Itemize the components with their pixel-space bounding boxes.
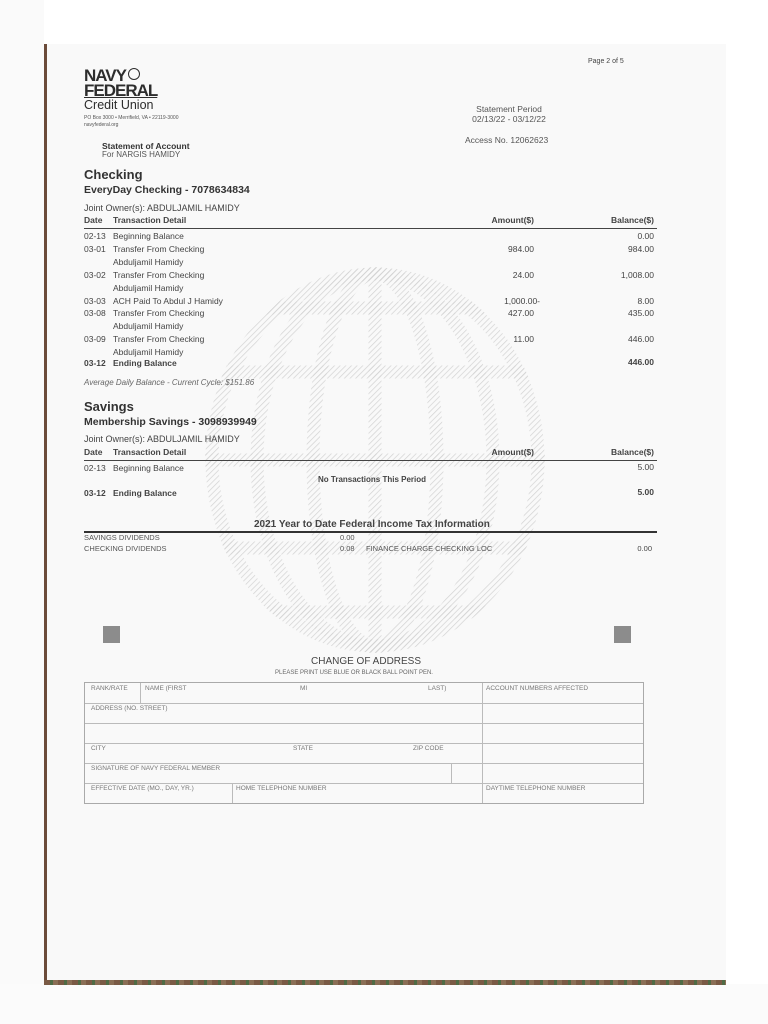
row-detail: Ending Balance bbox=[113, 358, 177, 368]
row-date: 03-09 bbox=[84, 334, 106, 344]
row-balance: 8.00 bbox=[637, 296, 654, 306]
savings-joint-owner: Joint Owner(s): ABDULJAMIL HAMIDY bbox=[84, 434, 240, 444]
background-surface bbox=[0, 0, 44, 1024]
header-rule bbox=[84, 460, 657, 461]
seal-icon bbox=[128, 68, 140, 80]
form-divider bbox=[85, 783, 643, 784]
row-subdetail: Abduljamil Hamidy bbox=[113, 321, 184, 331]
tax-info-title: 2021 Year to Date Federal Income Tax Information bbox=[254, 519, 490, 530]
daytime-phone-field[interactable]: DAYTIME TELEPHONE NUMBER bbox=[486, 785, 586, 792]
col-amount: Amount($) bbox=[491, 215, 534, 225]
row-amount: 11.00 bbox=[513, 334, 534, 344]
header-rule bbox=[84, 228, 657, 229]
row-detail: Ending Balance bbox=[113, 488, 177, 498]
row-balance: 1,008.00 bbox=[620, 270, 654, 280]
zip-code-field[interactable]: ZIP CODE bbox=[413, 745, 444, 752]
finance-charge-label: FINANCE CHARGE CHECKING LOC bbox=[366, 544, 493, 553]
checking-account: EveryDay Checking - 7078634834 bbox=[84, 184, 250, 196]
city-field[interactable]: CITY bbox=[91, 745, 106, 752]
row-amount: 24.00 bbox=[512, 270, 534, 280]
logo-text-navy: NAVY bbox=[84, 66, 126, 85]
row-detail: Transfer From Checking bbox=[113, 308, 205, 318]
paper-edge-left bbox=[44, 44, 47, 984]
statement-period-value: 02/13/22 - 03/12/22 bbox=[472, 114, 546, 124]
middle-initial-field[interactable]: MI bbox=[300, 685, 308, 692]
savings-account: Membership Savings - 3098939949 bbox=[84, 416, 257, 428]
account-numbers-field[interactable]: ACCOUNT NUMBERS AFFECTED bbox=[486, 685, 589, 692]
row-balance: 435.00 bbox=[628, 308, 654, 318]
change-of-address-title: CHANGE OF ADDRESS bbox=[311, 656, 422, 667]
background-surface-bottom bbox=[0, 984, 768, 1024]
signature-field[interactable]: SIGNATURE OF NAVY FEDERAL MEMBER bbox=[91, 765, 221, 772]
effective-date-field[interactable]: EFFECTIVE DATE (MO., DAY, YR.) bbox=[91, 785, 194, 792]
col-amount: Amount($) bbox=[491, 447, 534, 457]
registration-mark-right bbox=[614, 626, 631, 643]
checking-heading: Checking bbox=[84, 167, 143, 182]
row-detail: Transfer From Checking bbox=[113, 270, 205, 280]
form-divider bbox=[85, 763, 643, 764]
change-of-address-instruction: PLEASE PRINT USE BLUE OR BLACK BALL POINT PEN. bbox=[275, 670, 433, 676]
logo-text-federal: FEDERAL bbox=[84, 81, 158, 100]
finance-charge-value: 0.00 bbox=[637, 544, 652, 553]
row-balance: 446.00 bbox=[628, 357, 654, 367]
row-balance: 5.00 bbox=[637, 487, 654, 497]
page-number: Page 2 of 5 bbox=[588, 58, 624, 65]
form-divider bbox=[140, 683, 141, 703]
row-subdetail: Abduljamil Hamidy bbox=[113, 347, 184, 357]
street-address-field[interactable]: ADDRESS (NO. STREET) bbox=[91, 705, 168, 712]
form-divider bbox=[85, 723, 483, 724]
savings-dividends-value: 0.00 bbox=[340, 533, 355, 542]
row-detail: Beginning Balance bbox=[113, 463, 184, 473]
col-detail: Transaction Detail bbox=[113, 215, 187, 225]
website-line: navyfederal.org bbox=[84, 122, 119, 128]
paper-edge-bottom bbox=[44, 980, 726, 985]
row-balance: 984.00 bbox=[628, 244, 654, 254]
form-divider bbox=[85, 703, 483, 704]
checking-dividends-value: 0.08 bbox=[340, 544, 355, 553]
row-date: 03-08 bbox=[84, 308, 106, 318]
savings-dividends-label: SAVINGS DIVIDENDS bbox=[84, 533, 160, 542]
form-divider bbox=[85, 743, 643, 744]
row-date: 02-13 bbox=[84, 231, 106, 241]
row-date: 02-13 bbox=[84, 463, 106, 473]
last-name-field[interactable]: LAST) bbox=[428, 685, 447, 692]
first-name-field[interactable]: NAME (FIRST bbox=[145, 685, 187, 692]
rank-rate-field[interactable]: RANK/RATE bbox=[91, 685, 128, 692]
average-daily-balance: Average Daily Balance - Current Cycle: $151.86 bbox=[84, 378, 255, 387]
col-date: Date bbox=[84, 215, 103, 225]
row-date: 03-01 bbox=[84, 244, 106, 254]
form-divider bbox=[482, 723, 643, 724]
row-detail: Transfer From Checking bbox=[113, 334, 205, 344]
col-date: Date bbox=[84, 447, 103, 457]
col-detail: Transaction Detail bbox=[113, 447, 187, 457]
row-amount: 427.00 bbox=[508, 308, 534, 318]
row-detail: Beginning Balance bbox=[113, 231, 184, 241]
row-amount: 1,000.00- bbox=[504, 296, 540, 306]
row-date: 03-12 bbox=[84, 488, 106, 498]
access-number: Access No. 12062623 bbox=[465, 135, 549, 145]
row-subdetail: Abduljamil Hamidy bbox=[113, 283, 184, 293]
state-field[interactable]: STATE bbox=[293, 745, 313, 752]
row-balance: 0.00 bbox=[637, 231, 654, 241]
form-divider bbox=[451, 763, 452, 783]
row-date: 03-02 bbox=[84, 270, 106, 280]
row-detail: ACH Paid To Abdul J Hamidy bbox=[113, 296, 223, 306]
row-balance: 5.00 bbox=[637, 462, 654, 472]
checking-joint-owner: Joint Owner(s): ABDULJAMIL HAMIDY bbox=[84, 203, 240, 213]
tax-rule bbox=[84, 531, 657, 533]
row-subdetail: Abduljamil Hamidy bbox=[113, 257, 184, 267]
row-balance: 446.00 bbox=[628, 334, 654, 344]
no-transactions-note: No Transactions This Period bbox=[318, 475, 427, 484]
statement-title: Statement of Account bbox=[102, 141, 190, 151]
row-date: 03-03 bbox=[84, 296, 106, 306]
change-of-address-form bbox=[84, 682, 644, 804]
form-divider bbox=[232, 783, 233, 803]
home-phone-field[interactable]: HOME TELEPHONE NUMBER bbox=[236, 785, 327, 792]
row-amount: 984.00 bbox=[508, 244, 534, 254]
statement-for: For NARGIS HAMIDY bbox=[102, 150, 181, 159]
registration-mark-left bbox=[103, 626, 120, 643]
checking-dividends-label: CHECKING DIVIDENDS bbox=[84, 544, 167, 553]
row-date: 03-12 bbox=[84, 358, 106, 368]
navy-federal-logo bbox=[84, 68, 157, 112]
col-balance: Balance($) bbox=[611, 215, 654, 225]
savings-heading: Savings bbox=[84, 399, 134, 414]
logo-text-credit-union: Credit Union bbox=[84, 98, 154, 112]
col-balance: Balance($) bbox=[611, 447, 654, 457]
address-line: PO Box 3000 • Merrifield, VA • 22119-3000 bbox=[84, 115, 179, 121]
row-detail: Transfer From Checking bbox=[113, 244, 205, 254]
form-divider bbox=[482, 703, 643, 704]
statement-period-label: Statement Period bbox=[476, 104, 542, 114]
